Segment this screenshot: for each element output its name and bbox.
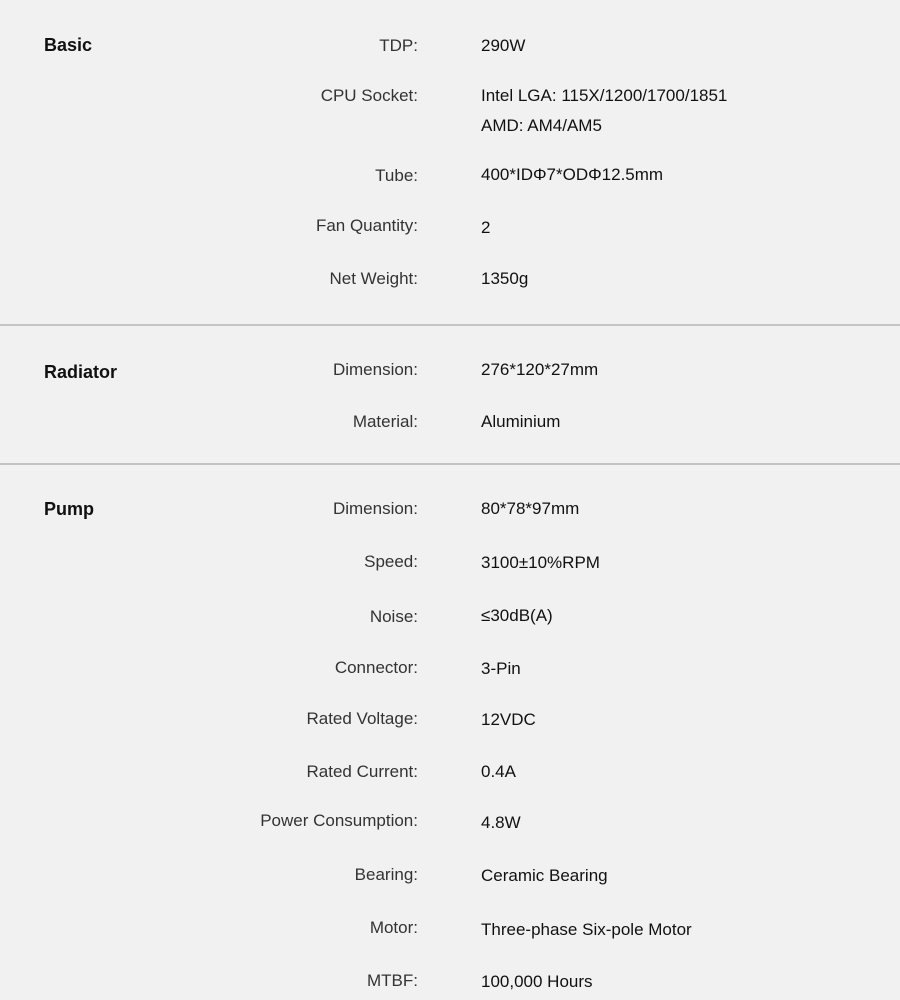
spec-value-noise: ≤30dB(A) [481, 606, 553, 625]
spec-value-cpu-socket-amd: AMD: AM4/AM5 [481, 116, 602, 135]
spec-value-rated-current: 0.4A [481, 762, 516, 781]
spec-label-fan-quantity: Fan Quantity: [315, 216, 418, 235]
spec-value-net-weight: 1350g [481, 269, 529, 288]
spec-value-material: Aluminium [481, 412, 561, 431]
spec-label-mtbf: MTBF: [367, 971, 418, 990]
spec-value-power-consumption: 4.8W [481, 813, 521, 832]
spec-label-power-consumption: Power Consumption: [260, 811, 418, 830]
spec-label-rated-voltage: Rated Voltage: [306, 709, 418, 728]
spec-value-cpu-socket-intel: Intel LGA: 115X/1200/1700/1851 [481, 86, 728, 105]
spec-value-connector: 3-Pin [481, 659, 521, 678]
spec-value-rated-voltage: 12VDC [481, 710, 536, 729]
spec-value-bearing: Ceramic Bearing [481, 866, 608, 885]
spec-value-motor: Three-phase Six-pole Motor [481, 920, 692, 939]
spec-value-radiator-dimension: 276*120*27mm [481, 360, 599, 379]
spec-value-mtbf: 100,000 Hours [481, 972, 593, 991]
spec-label-pump-dimension: Dimension: [332, 499, 418, 518]
spec-label-speed: Speed: [364, 552, 418, 571]
spec-value-tdp: 290W [481, 36, 526, 55]
spec-value-tube: 400*IDΦ7*ODΦ12.5mm [481, 165, 664, 184]
spec-value-pump-dimension: 80*78*97mm [481, 499, 580, 518]
spec-label-bearing: Bearing: [354, 865, 418, 884]
spec-label-noise: Noise: [369, 607, 418, 626]
section-title-radiator: Radiator [44, 362, 118, 382]
spec-label-material: Material: [352, 412, 418, 431]
spec-label-radiator-dimension: Dimension: [332, 360, 418, 379]
spec-label-net-weight: Net Weight: [329, 269, 418, 288]
spec-label-connector: Connector: [334, 658, 418, 677]
spec-value-speed: 3100±10%RPM [481, 553, 600, 572]
section-divider [0, 463, 900, 465]
section-title-pump: Pump [44, 499, 95, 519]
spec-label-tdp: TDP: [379, 36, 418, 55]
spec-label-rated-current: Rated Current: [306, 762, 418, 781]
spec-label-tube: Tube: [375, 166, 418, 185]
spec-label-motor: Motor: [369, 918, 418, 937]
spec-label-cpu-socket: CPU Socket: [320, 86, 418, 105]
section-divider [0, 324, 900, 326]
section-title-basic: Basic [44, 35, 93, 55]
spec-value-fan-quantity: 2 [481, 218, 491, 237]
